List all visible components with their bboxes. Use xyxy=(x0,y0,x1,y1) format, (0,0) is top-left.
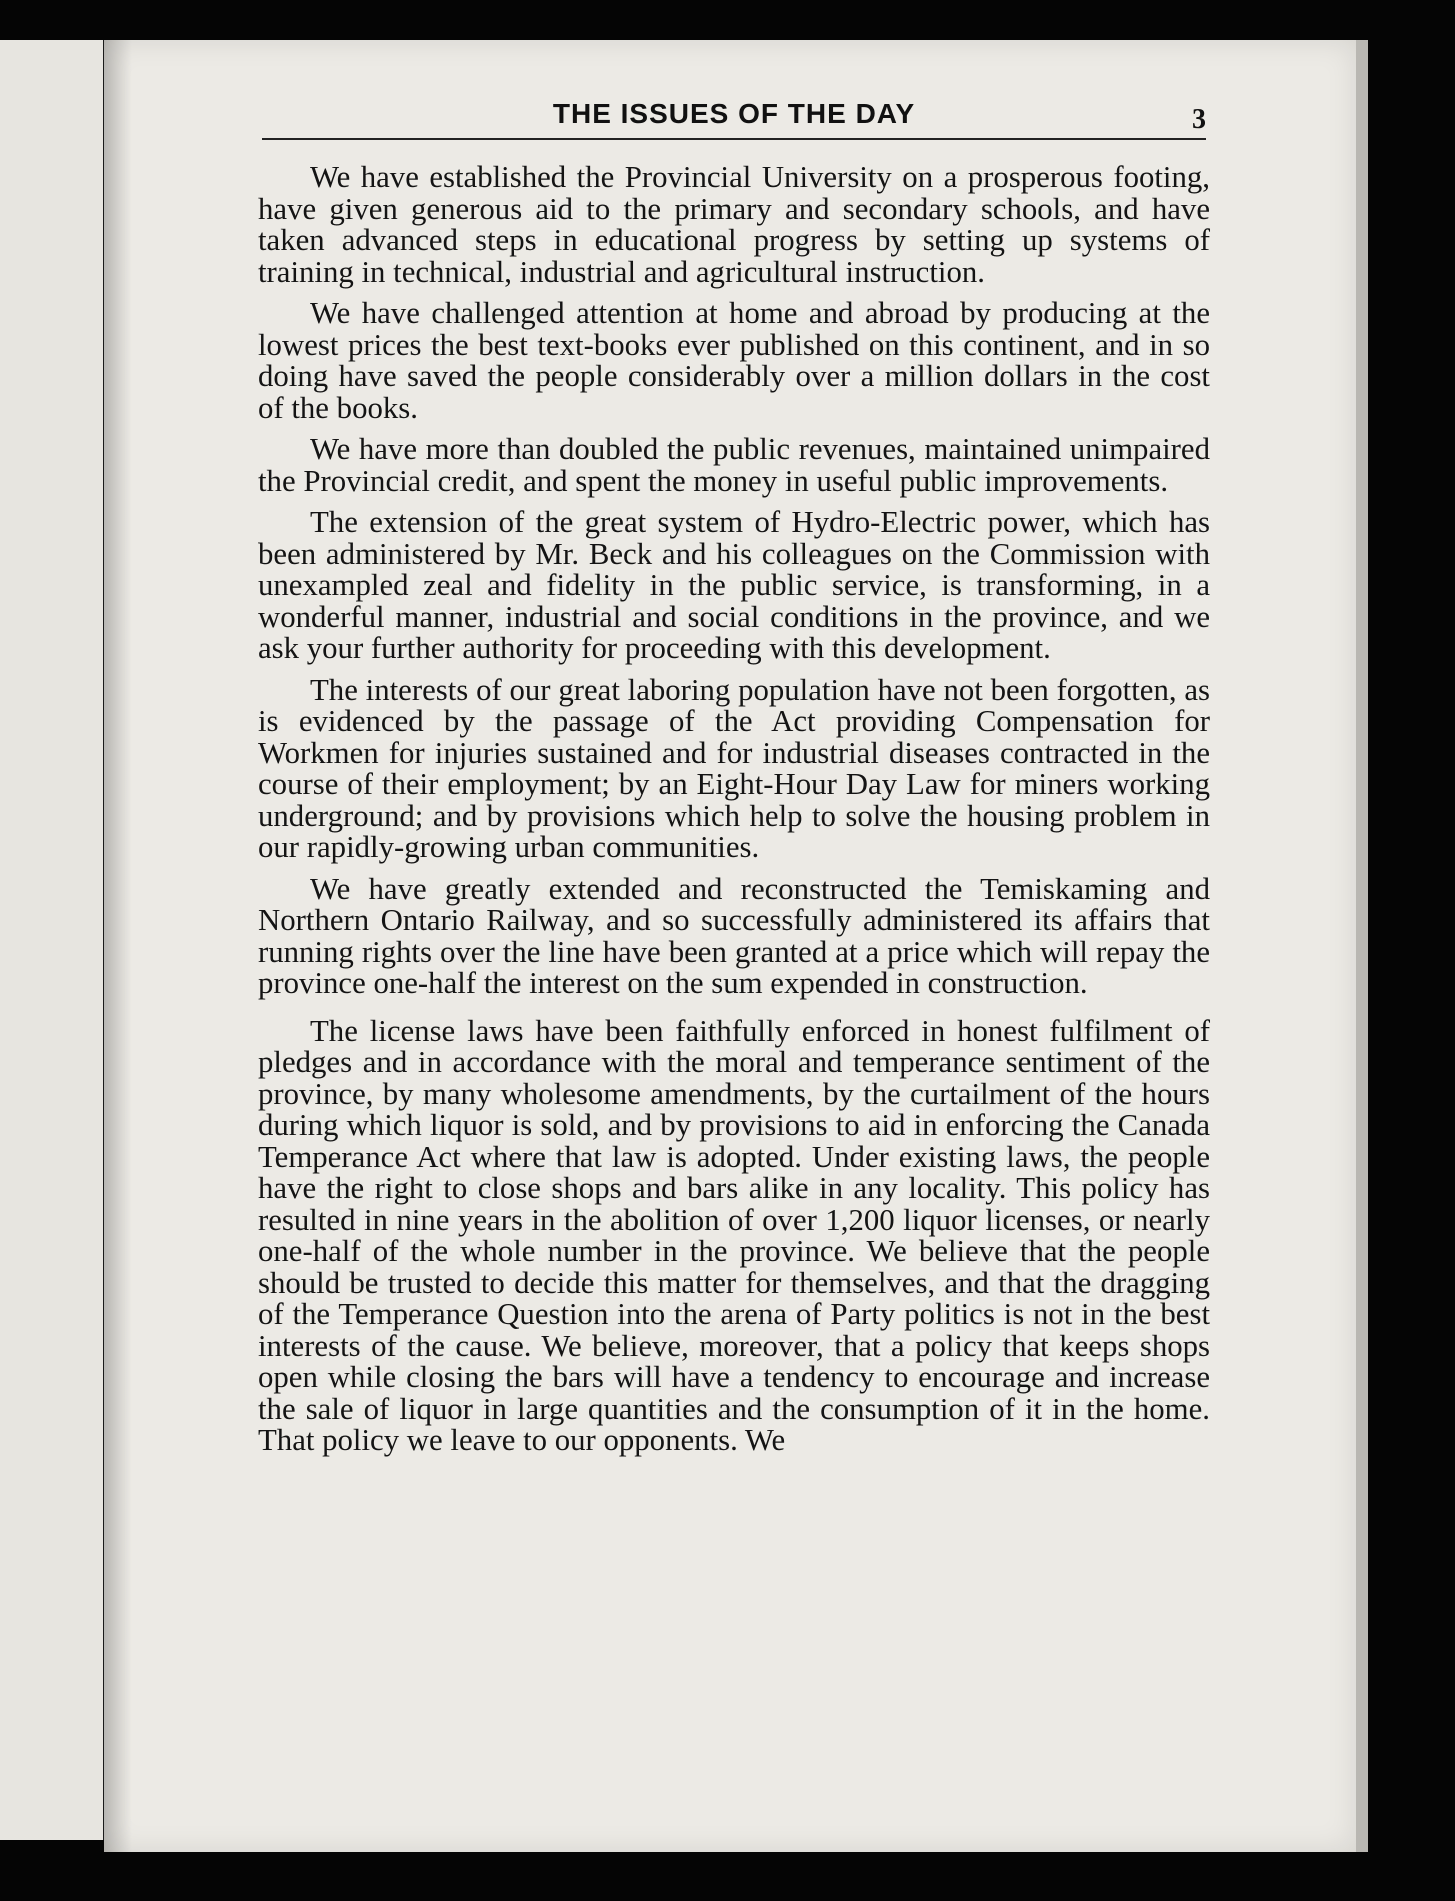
paragraph-education: We have established the Provincial University on a prosperous footing, have given generous aid to the primary and secondary schools, and have taken advanced steps in educational progress by setting up systems of training in technical, industrial and agricultural instruction. xyxy=(258,160,1210,289)
paragraph-revenues: We have more than doubled the public revenues, maintained unimpaired the Provincial credit, and spent the money in useful public improvements. xyxy=(258,432,1210,498)
facing-page-edge xyxy=(0,40,106,1840)
header-rule xyxy=(262,138,1206,140)
paragraph-textbooks: We have challenged attention at home and abroad by producing at the lowest prices the best text-books ever published on this continent, and in so doing have saved the people considerably over a million dollars in the cost of the books. xyxy=(258,296,1210,425)
running-title: THE ISSUES OF THE DAY xyxy=(552,98,916,129)
running-header xyxy=(262,98,1206,144)
page-number: 3 xyxy=(1192,104,1206,135)
paragraph-railway: We have greatly extended and reconstructed the Temiskaming and Northern Ontario Railway, and so successfully administered its affairs that running rights over the line have been granted at a price which will repay the province one-half the interest on the sum expended in construction. xyxy=(258,871,1210,1000)
paragraph-hydro-electric: The extension of the great system of Hydro-Electric power, which has been administered by Mr. Beck and his colleagues on the Commission with unexampled zeal and fidelity in the public service, is transforming, in a wonderful manner, industrial and social conditions in the province, and we ask your further authority for proceeding with this development. xyxy=(258,505,1210,665)
paragraph-labor: The interests of our great laboring population have not been forgotten, as is evidenced by the passage of the Act providing Compensation for Workmen for injuries sustained and for industrial diseases contracted in the course of their employment; by an Eight-Hour Day Law for miners working underground; and by provisions which help to solve the housing problem in our rapidly-growing urban communities. xyxy=(258,672,1210,864)
page-right-edge xyxy=(1356,40,1368,1852)
body-text xyxy=(258,162,1210,1457)
paragraph-license-laws: The license laws have been faithfully enforced in honest fulfilment of pledges and in accordance with the moral and temperance sentiment of the province, by many wholesome amendments, by the curtailment of the hours during which liquor is sold, and by provisions to aid in enforcing the Canada Temperance Act where that law is adopted. Under existing laws, the people have the right to close shops and bars alike in any locality. This policy has resulted in nine years in the abolition of over 1,200 liquor licenses, or nearly one-half of the whole number in the province. We believe that the people should be trusted to decide this matter for themselves, and that the dragging of the Temperance Question into the arena of Party politics is not in the best interests of the cause. We believe, moreover, that a policy that keeps shops open while closing the bars will have a tendency to encourage and increase the sale of liquor in large quantities and the consumption of it in the home. That policy we leave to our opponents. We xyxy=(258,1013,1210,1457)
gutter-shadow xyxy=(104,40,132,1852)
